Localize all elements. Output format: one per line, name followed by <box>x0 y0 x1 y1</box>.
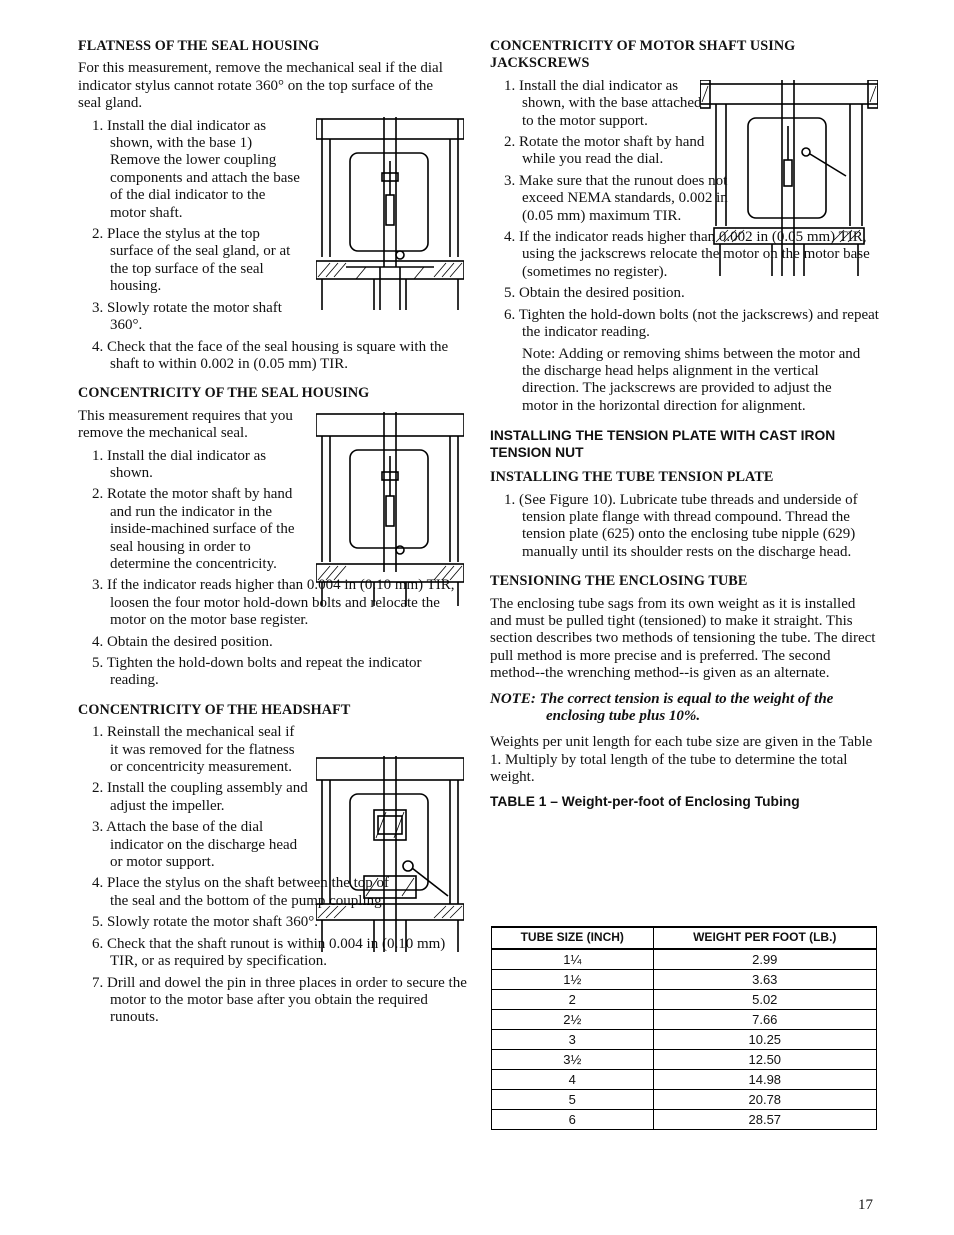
list-item: 4. Place the stylus on the shaft between the top of the seal and the bottom of the pump coupling. <box>92 875 390 909</box>
heading-flatness: FLATNESS OF THE SEAL HOUSING <box>78 38 320 54</box>
headshaft-concentricity-figure <box>316 756 464 952</box>
cell-tube-size: 3½ <box>492 1050 654 1070</box>
cell-weight: 3.63 <box>653 970 876 990</box>
table-row <box>492 1070 877 1090</box>
page-number: 17 <box>858 1197 873 1213</box>
heading-concentricity-headshaft: CONCENTRICITY OF THE HEADSHAFT <box>78 701 351 718</box>
cell-tube-size: 2 <box>492 990 654 1010</box>
list-item: 1. Reinstall the mechanical seal if it was removed for the flatness or concentricity measurement. <box>92 724 295 776</box>
list-item: 3. Slowly rotate the motor shaft 360°. <box>92 299 282 334</box>
table-row <box>492 1010 877 1030</box>
list-item: 5. Slowly rotate the motor shaft 360°. <box>92 914 318 931</box>
cell-weight: 5.02 <box>653 990 876 1010</box>
list-item: 6. Tighten the hold-down bolts (not the jackscrews) and repeat the indicator reading. <box>504 306 879 341</box>
flatness-intro: For this measurement, remove the mechanical seal if the dial indicator stylus cannot rotate 360° on the top surface of the seal gland. <box>78 60 443 112</box>
list-item: 1. Install the dial indicator as shown, with the base attached to the motor support. <box>504 77 702 129</box>
table-row <box>492 990 877 1010</box>
cell-weight: 28.57 <box>653 1110 876 1130</box>
right-column <box>490 38 878 822</box>
table-header-row <box>492 927 877 949</box>
concentricity-seal-intro: This measurement requires that you remove the mechanical seal. <box>78 407 293 442</box>
list-item: 2. Rotate the motor shaft by hand and run the indicator in the inside-machined surface of the seal housing in order to determine the concentricity. <box>92 486 295 572</box>
table-row <box>492 949 877 970</box>
list-item: 1. Install the dial indicator as shown, with the base 1) Remove the lower coupling components and attach the base of the dial indicator to the motor shaft. <box>92 117 300 221</box>
cell-tube-size: 5 <box>492 1090 654 1110</box>
motor-shaft-note: Note: Adding or removing shims between the motor and the discharge head helps alignment in the vertical direction. The jackscrews are provided to adjust the motor in the horizontal direction for alignment. <box>522 345 861 414</box>
tension-plate-steps <box>490 492 878 562</box>
list-item: 7. Drill and dowel the pin in three places in order to secure the motor to the motor base after you obtain the required runouts. <box>92 974 467 1026</box>
list-item: 1. Install the dial indicator as shown. <box>92 447 267 481</box>
motor-shaft-steps <box>490 78 878 342</box>
list-item: 2. Place the stylus at the top surface of the seal gland, or at the top surface of the seal housing. <box>92 226 291 295</box>
heading-tension-plate: INSTALLING THE TENSION PLATE WITH CAST IRON TENSION NUT <box>490 428 836 461</box>
list-item: 5. Tighten the hold-down bolts and repeat the indicator reading. <box>92 655 422 689</box>
list-item: 3. Make sure that the runout does not exceed NEMA standards, 0.002 in (0.05 mm) maximum TIR. <box>504 172 728 224</box>
weights-text: Weights per unit length for each tube size are given in the Table 1. Multiply by total length of the tube to determine the total weight. <box>490 734 873 786</box>
cell-tube-size: 6 <box>492 1110 654 1130</box>
list-item: 4. Check that the face of the seal housing is square with the shaft to within 0.002 in (0.05 mm) TIR. <box>92 338 449 372</box>
list-item: 6. Check that the shaft runout is within 0.004 in (0.10 mm) TIR, or as required by specification. <box>92 935 446 970</box>
cell-weight: 2.99 <box>653 949 876 970</box>
section-tension-plate <box>490 427 878 561</box>
table-row <box>492 1050 877 1070</box>
table-row <box>492 1030 877 1050</box>
table-row <box>492 1110 877 1130</box>
seal-housing-concentricity-figure <box>316 412 464 606</box>
list-item: 2. Rotate the motor shaft by hand while you read the dial. <box>504 134 705 168</box>
section-motor-shaft-jackscrews <box>490 38 878 415</box>
list-item: 2. Install the coupling assembly and adjust the impeller. <box>92 780 308 814</box>
section-tensioning <box>490 573 878 809</box>
list-item: 4. If the indicator reads higher than 0.002 in (0.05 mm) TIR, using the jackscrews relocate the motor on the motor base (sometimes no register). <box>504 229 870 280</box>
table-row <box>492 1090 877 1110</box>
column-header-weight: WEIGHT PER FOOT (LB.) <box>653 927 876 949</box>
cell-tube-size: 2½ <box>492 1010 654 1030</box>
list-item: 3. If the indicator reads higher than 0.004 in (0.10 mm) TIR, loosen the four motor hold-down bolts and relocate the motor on the motor base register. <box>92 577 455 629</box>
cell-tube-size: 4 <box>492 1070 654 1090</box>
cell-weight: 7.66 <box>653 1010 876 1030</box>
table-caption: TABLE 1 – Weight-per-foot of Enclosing Tubing <box>490 793 800 809</box>
cell-tube-size: 1¼ <box>492 949 654 970</box>
cell-weight: 10.25 <box>653 1030 876 1050</box>
table-row <box>492 970 877 990</box>
weight-per-foot-table <box>491 926 877 1130</box>
list-item: 5. Obtain the desired position. <box>504 285 685 302</box>
cell-weight: 14.98 <box>653 1070 876 1090</box>
subheading-tube-tension-plate: INSTALLING THE TUBE TENSION PLATE <box>490 469 774 486</box>
cell-weight: 12.50 <box>653 1050 876 1070</box>
cell-tube-size: 3 <box>492 1030 654 1050</box>
list-item: 3. Attach the base of the dial indicator on the discharge head or motor support. <box>92 819 298 871</box>
tension-note: NOTE: The correct tension is equal to the weight of the enclosing tube plus 10%. <box>490 690 834 724</box>
heading-concentricity-seal: CONCENTRICITY OF THE SEAL HOUSING <box>78 385 370 402</box>
tensioning-intro: The enclosing tube sags from its own weight as it is installed and must be pulled tight (tensioned) to make it straight. This section describes two methods of tensioning the tube. The direct pull method is more precise and is preferred. The second method--the wrenching method--is given as an alternate. <box>490 595 876 682</box>
cell-tube-size: 1½ <box>492 970 654 990</box>
column-header-tube-size: TUBE SIZE (INCH) <box>492 927 654 949</box>
list-item: 1. (See Figure 10). Lubricate tube threads and underside of tension plate flange with thread compound. Thread the tension plate (625) onto the enclosing tube nipple (629) manually until its shoulder rests on the discharge head. <box>504 491 858 560</box>
cell-weight: 20.78 <box>653 1090 876 1110</box>
heading-tensioning: TENSIONING THE ENCLOSING TUBE <box>490 573 748 590</box>
seal-housing-flatness-figure <box>316 117 464 310</box>
heading-motor-shaft: CONCENTRICITY OF MOTOR SHAFT USING JACKSCREWS <box>490 38 796 72</box>
list-item: 4. Obtain the desired position. <box>92 633 273 650</box>
